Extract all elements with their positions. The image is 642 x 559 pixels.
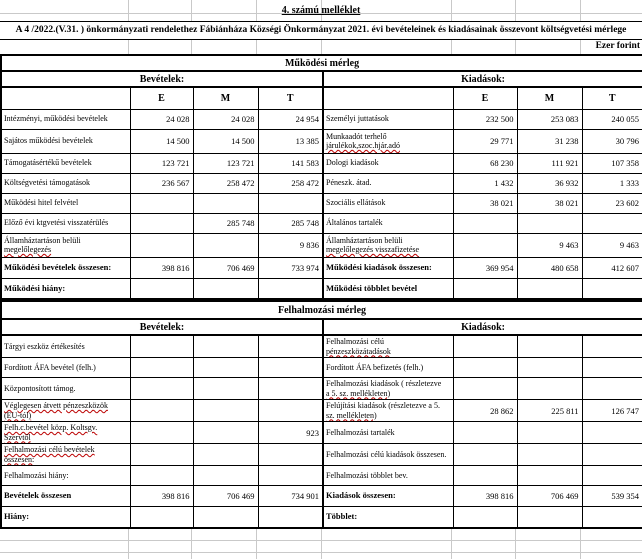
value-m	[193, 507, 258, 528]
value-m	[193, 358, 258, 378]
sheet-grid-row	[0, 553, 642, 559]
value-e	[453, 335, 517, 358]
col-t: T	[258, 87, 323, 109]
row-label: Felh.c.bevétel közp. Koltsgv.	[4, 423, 98, 432]
capital-title: Felhalmozási mérleg	[1, 301, 642, 319]
row-label: Működési hiány:	[4, 282, 66, 293]
row-label: Államháztartáson belüli	[4, 235, 81, 245]
unit-label: Ezer forint	[595, 41, 640, 51]
row-label-cell	[1, 335, 130, 358]
value-m: 24 028	[193, 109, 258, 129]
unit-row	[0, 40, 642, 54]
col-m: M	[193, 87, 258, 109]
row-label: Előző évi ktgvetési visszatérülés	[4, 218, 109, 228]
row-label-line2: megelőlegezés	[4, 245, 52, 254]
row-label-cell	[1, 400, 130, 422]
value-t	[258, 400, 323, 422]
table-row	[1, 193, 642, 213]
value-m	[193, 444, 258, 466]
value-e	[130, 335, 193, 358]
decree-title: A 4 /2022.(V.31. ) önkormányzati rendelethez Fábiánháza Községi Önkormányzat 2021. évi bevételeinek és kiadásainak összevont költségvetési mérlege	[15, 25, 627, 35]
row-label: Általános tartalék	[326, 218, 383, 228]
revenues-header: Bevételek:	[1, 71, 323, 87]
value-e	[453, 378, 517, 400]
row-label: Többlet:	[326, 511, 358, 521]
value-t: 13 385	[258, 129, 323, 153]
value-m	[517, 444, 582, 466]
value-m	[517, 278, 582, 299]
value-e: 398 816	[130, 486, 193, 507]
row-label-cell	[323, 444, 453, 466]
row-label: Működési bevételek összesen:	[4, 261, 112, 272]
value-t: 107 358	[582, 153, 642, 173]
value-e: 24 028	[130, 109, 193, 129]
appendix-label: 4. számú melléklet	[281, 5, 361, 16]
value-e	[130, 444, 193, 466]
value-t: 141 583	[258, 153, 323, 173]
value-e	[453, 507, 517, 528]
value-e	[453, 213, 517, 233]
row-label-cell	[323, 109, 453, 129]
row-label-cell	[323, 422, 453, 444]
row-label-cell	[1, 378, 130, 400]
row-label-cell	[1, 466, 130, 486]
value-e: 68 230	[453, 153, 517, 173]
table-title-row	[1, 55, 642, 71]
value-m: 480 658	[517, 257, 582, 278]
row-label-cell	[323, 400, 453, 422]
expenditures-header: Kiadások:	[323, 319, 642, 335]
col-t: T	[582, 87, 642, 109]
row-label-cell	[1, 173, 130, 193]
row-label: Működési többlet bevétel	[326, 282, 418, 293]
value-t	[258, 358, 323, 378]
row-label-cell	[1, 278, 130, 299]
value-m: 9 463	[517, 233, 582, 257]
row-label-cell	[1, 193, 130, 213]
row-label-line2: a 5. sz. mellékleten)	[326, 388, 391, 398]
row-label-cell	[323, 466, 453, 486]
value-t: 285 748	[258, 213, 323, 233]
row-label-cell	[323, 233, 453, 257]
row-label: Hiány:	[4, 511, 30, 521]
value-t: 240 055	[582, 109, 642, 129]
sheet-grid-row	[0, 541, 642, 553]
row-label: Felhalmozási kiadások ( részletezve	[326, 379, 442, 388]
table-row	[1, 233, 642, 257]
value-t: 30 796	[582, 129, 642, 153]
value-e	[453, 358, 517, 378]
col-e: E	[453, 87, 517, 109]
value-e: 398 816	[453, 486, 517, 507]
value-t	[582, 378, 642, 400]
corner-cell	[1, 87, 130, 109]
table-row	[1, 173, 642, 193]
value-e: 123 721	[130, 153, 193, 173]
row-label-line2: sz. mellékleten)	[326, 410, 377, 420]
table-row	[1, 213, 642, 233]
value-m	[517, 466, 582, 486]
row-label: Felhalmozási többlet bev.	[326, 470, 408, 480]
value-e	[453, 444, 517, 466]
value-m	[193, 466, 258, 486]
row-label-cell	[1, 257, 130, 278]
table-row	[1, 129, 642, 153]
value-e: 369 954	[453, 257, 517, 278]
value-e: 236 567	[130, 173, 193, 193]
value-e: 398 816	[130, 257, 193, 278]
value-e	[130, 233, 193, 257]
row-label-cell	[323, 378, 453, 400]
value-e	[130, 378, 193, 400]
row-label-cell	[323, 507, 453, 528]
row-label-cell	[323, 129, 453, 153]
row-label: Felhalmozási tartalék	[326, 427, 395, 437]
section-header-row	[1, 319, 642, 335]
value-m: 14 500	[193, 129, 258, 153]
row-label-cell	[323, 153, 453, 173]
row-label: Felújítási kiadások (részletezve a 5.	[326, 401, 440, 410]
value-e: 28 862	[453, 400, 517, 422]
value-m: 123 721	[193, 153, 258, 173]
value-t	[258, 466, 323, 486]
value-m	[517, 422, 582, 444]
expenditures-header: Kiadások:	[323, 71, 642, 87]
row-label-cell	[323, 358, 453, 378]
row-label-cell	[1, 233, 130, 257]
row-label: Támogatásértékű bevételek	[4, 158, 92, 168]
table-row	[1, 422, 642, 444]
value-t	[258, 507, 323, 528]
value-t	[258, 444, 323, 466]
value-m	[517, 358, 582, 378]
value-e	[453, 278, 517, 299]
section-header-row	[1, 71, 642, 87]
value-m	[517, 378, 582, 400]
value-e	[130, 278, 193, 299]
table-title-row	[1, 301, 642, 319]
row-label: Kiadások összesen:	[326, 490, 396, 501]
row-label: Fordított ÁFA bevétel (felh.)	[4, 362, 96, 372]
row-label: Intézményi, működési bevételek	[4, 114, 108, 124]
value-t: 733 974	[258, 257, 323, 278]
row-label: Személyi juttatások	[326, 114, 389, 124]
value-e: 38 021	[453, 193, 517, 213]
value-e: 29 771	[453, 129, 517, 153]
value-t: 9 463	[582, 233, 642, 257]
row-label-cell	[1, 507, 130, 528]
value-e	[453, 233, 517, 257]
row-label: Működési hitel felvétel	[4, 198, 79, 208]
sheet-grid-row	[0, 529, 642, 541]
row-label: Dologi kiadások	[326, 158, 379, 168]
row-label-cell	[323, 278, 453, 299]
value-t	[582, 213, 642, 233]
row-label-cell	[1, 486, 130, 507]
value-t	[582, 358, 642, 378]
row-label-cell	[323, 193, 453, 213]
row-label: Sajátos működési bevételek	[4, 136, 93, 146]
value-e: 14 500	[130, 129, 193, 153]
row-label: Államháztartáson belüli	[326, 235, 403, 245]
value-m	[193, 193, 258, 213]
table-row	[1, 335, 642, 358]
value-t	[582, 278, 642, 299]
capital-balance-table	[0, 300, 642, 529]
value-t: 258 472	[258, 173, 323, 193]
row-label-cell	[323, 173, 453, 193]
value-t	[582, 335, 642, 358]
value-m	[193, 400, 258, 422]
value-t	[582, 507, 642, 528]
row-label: Bevételek összesen	[4, 490, 72, 501]
row-label: Szociális ellátások	[326, 198, 386, 208]
value-m: 31 238	[517, 129, 582, 153]
table-row	[1, 109, 642, 129]
row-label-cell	[323, 335, 453, 358]
value-m: 706 469	[517, 486, 582, 507]
row-label: Felhalmozási célú kiadások összesen.	[326, 449, 447, 459]
value-m: 258 472	[193, 173, 258, 193]
col-m: M	[517, 87, 582, 109]
value-e	[130, 193, 193, 213]
table-row	[1, 444, 642, 466]
table-row	[1, 378, 642, 400]
value-m: 706 469	[193, 486, 258, 507]
value-e	[130, 507, 193, 528]
value-m	[517, 507, 582, 528]
row-label-line2: pénzeszközátadások	[326, 346, 391, 356]
value-e	[453, 422, 517, 444]
row-label-cell	[323, 486, 453, 507]
table-row	[1, 400, 642, 422]
value-m	[193, 378, 258, 400]
value-t	[582, 444, 642, 466]
value-m	[193, 233, 258, 257]
value-m: 706 469	[193, 257, 258, 278]
value-t: 1 333	[582, 173, 642, 193]
value-t: 126 747	[582, 400, 642, 422]
value-m: 111 921	[517, 153, 582, 173]
value-m	[517, 335, 582, 358]
row-label-cell	[1, 153, 130, 173]
col-e: E	[130, 87, 193, 109]
value-e	[130, 422, 193, 444]
table-row-total	[1, 257, 642, 278]
row-label-line2: (EU-tól)	[4, 410, 32, 420]
row-label-line2: Szervtől	[4, 432, 31, 442]
row-label: Felhalmozási célú	[326, 337, 384, 346]
decree-title-row	[0, 21, 642, 40]
corner-cell	[323, 87, 453, 109]
value-m: 253 083	[517, 109, 582, 129]
table-row	[1, 153, 642, 173]
row-label: Költségvetési támogatások	[4, 178, 90, 188]
column-header-row	[1, 87, 642, 109]
row-label: Központosított támog.	[4, 383, 76, 393]
value-e: 232 500	[453, 109, 517, 129]
value-m	[517, 213, 582, 233]
row-label: Felhalmozási célú bevételek	[4, 445, 95, 454]
row-label: Tárgyi eszköz értékesítés	[4, 341, 85, 351]
value-m	[193, 422, 258, 444]
row-label-cell	[1, 358, 130, 378]
revenues-header: Bevételek:	[1, 319, 323, 335]
value-e: 1 432	[453, 173, 517, 193]
value-t: 24 954	[258, 109, 323, 129]
row-label-line2: összesen:	[4, 454, 35, 464]
row-label-cell	[323, 257, 453, 278]
value-t	[582, 466, 642, 486]
row-label-cell	[1, 444, 130, 466]
value-t	[258, 278, 323, 299]
row-label: Működési kiadások összesen:	[326, 261, 432, 272]
table-row-deficit	[1, 507, 642, 528]
value-m: 36 932	[517, 173, 582, 193]
value-e	[130, 358, 193, 378]
row-label-cell	[1, 213, 130, 233]
value-m: 38 021	[517, 193, 582, 213]
operating-balance-table	[0, 54, 642, 300]
value-t	[258, 193, 323, 213]
operating-title: Működési mérleg	[1, 55, 642, 71]
value-t	[258, 335, 323, 358]
value-t: 923	[258, 422, 323, 444]
row-label: Felhalmozási hiány:	[4, 470, 69, 480]
table-row	[1, 358, 642, 378]
value-t: 9 836	[258, 233, 323, 257]
table-row-grand-total	[1, 486, 642, 507]
table-row-deficit	[1, 278, 642, 299]
row-label-cell	[1, 422, 130, 444]
row-label-line2: megelőlegezés visszafizetése	[326, 245, 420, 254]
value-e	[130, 213, 193, 233]
value-m: 285 748	[193, 213, 258, 233]
value-t	[582, 422, 642, 444]
value-m: 225 811	[517, 400, 582, 422]
table-row	[1, 466, 642, 486]
row-label: Munkaadót terhelő	[326, 131, 387, 141]
row-label-cell	[323, 213, 453, 233]
row-label: Péneszk. átad.	[326, 178, 372, 188]
row-label: Véglegesen átvett pénzeszközök	[4, 401, 108, 410]
value-m	[193, 278, 258, 299]
value-t: 734 901	[258, 486, 323, 507]
value-t: 23 602	[582, 193, 642, 213]
appendix-row	[0, 0, 642, 14]
value-t	[258, 378, 323, 400]
value-e	[130, 400, 193, 422]
row-label-cell	[1, 129, 130, 153]
value-m	[193, 335, 258, 358]
row-label: Fordított ÁFA befizetés (felh.)	[326, 362, 424, 372]
value-e	[453, 466, 517, 486]
row-label-cell	[1, 109, 130, 129]
value-e	[130, 466, 193, 486]
value-t: 539 354	[582, 486, 642, 507]
value-t: 412 607	[582, 257, 642, 278]
row-label-line2: járulékok,szoc.hjár.adó	[326, 141, 400, 150]
